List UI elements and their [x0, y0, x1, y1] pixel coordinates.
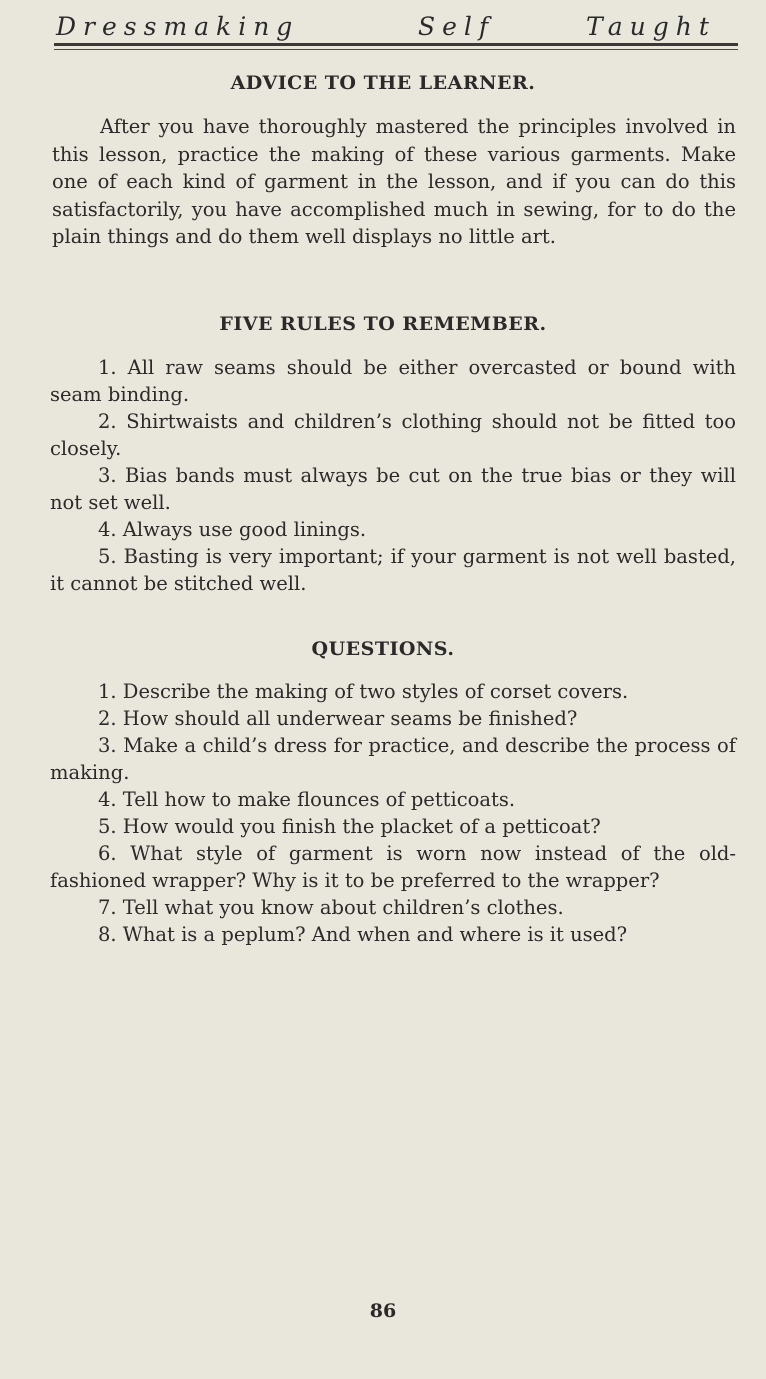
page-number: 86 — [369, 1300, 397, 1322]
question-item: 2. How should all underwear seams be finished? — [98, 707, 578, 730]
question-item: 1. Describe the making of two styles of corset covers. — [98, 680, 629, 703]
rules-heading: FIVE RULES TO REMEMBER. — [219, 313, 547, 335]
rule-item: 3. Bias bands must always be cut on the true bias or they will not set well. — [50, 464, 736, 514]
questions-list — [50, 678, 736, 948]
question-item: 5. How would you finish the placket of a petticoat? — [98, 815, 601, 838]
question-item: 7. Tell what you know about children’s clothes. — [98, 896, 564, 919]
running-head-title-right: Taught — [586, 12, 716, 41]
advice-heading: ADVICE TO THE LEARNER. — [230, 72, 536, 94]
rule-item: 5. Basting is very important; if your garment is not well basted, it cannot be stitched well. — [50, 545, 736, 595]
running-head-title-center: Self — [418, 12, 496, 41]
question-item: 8. What is a peplum? And when and where is it used? — [98, 923, 628, 946]
header-rule-thick — [54, 43, 738, 46]
rules-list — [50, 354, 736, 597]
question-item: 3. Make a child’s dress for practice, and describe the process of making. — [50, 734, 736, 784]
rule-item: 4. Always use good linings. — [98, 518, 367, 541]
rule-item: 2. Shirtwaists and children’s clothing should not be fitted too closely. — [50, 410, 736, 460]
advice-paragraph: After you have thoroughly mastered the principles involved in this lesson, practice the making of these various garments. Make one of each kind of garment in the lesson, and if you can do this satisfactorily, you have accomplished much in sewing, for to do the plain things and do them well displays no little art. — [52, 115, 736, 248]
rule-item: 1. All raw seams should be either overcasted or bound with seam binding. — [50, 356, 736, 406]
running-head — [56, 12, 736, 46]
advice-section — [52, 113, 736, 251]
question-item: 6. What style of garment is worn now instead of the old-fashioned wrapper? Why is it to be preferred to the wrapper? — [50, 842, 736, 892]
header-rule-thin — [54, 49, 738, 50]
questions-heading: QUESTIONS. — [311, 638, 455, 660]
running-head-title-left: Dressmaking — [56, 12, 300, 41]
question-item: 4. Tell how to make flounces of petticoats. — [98, 788, 516, 811]
